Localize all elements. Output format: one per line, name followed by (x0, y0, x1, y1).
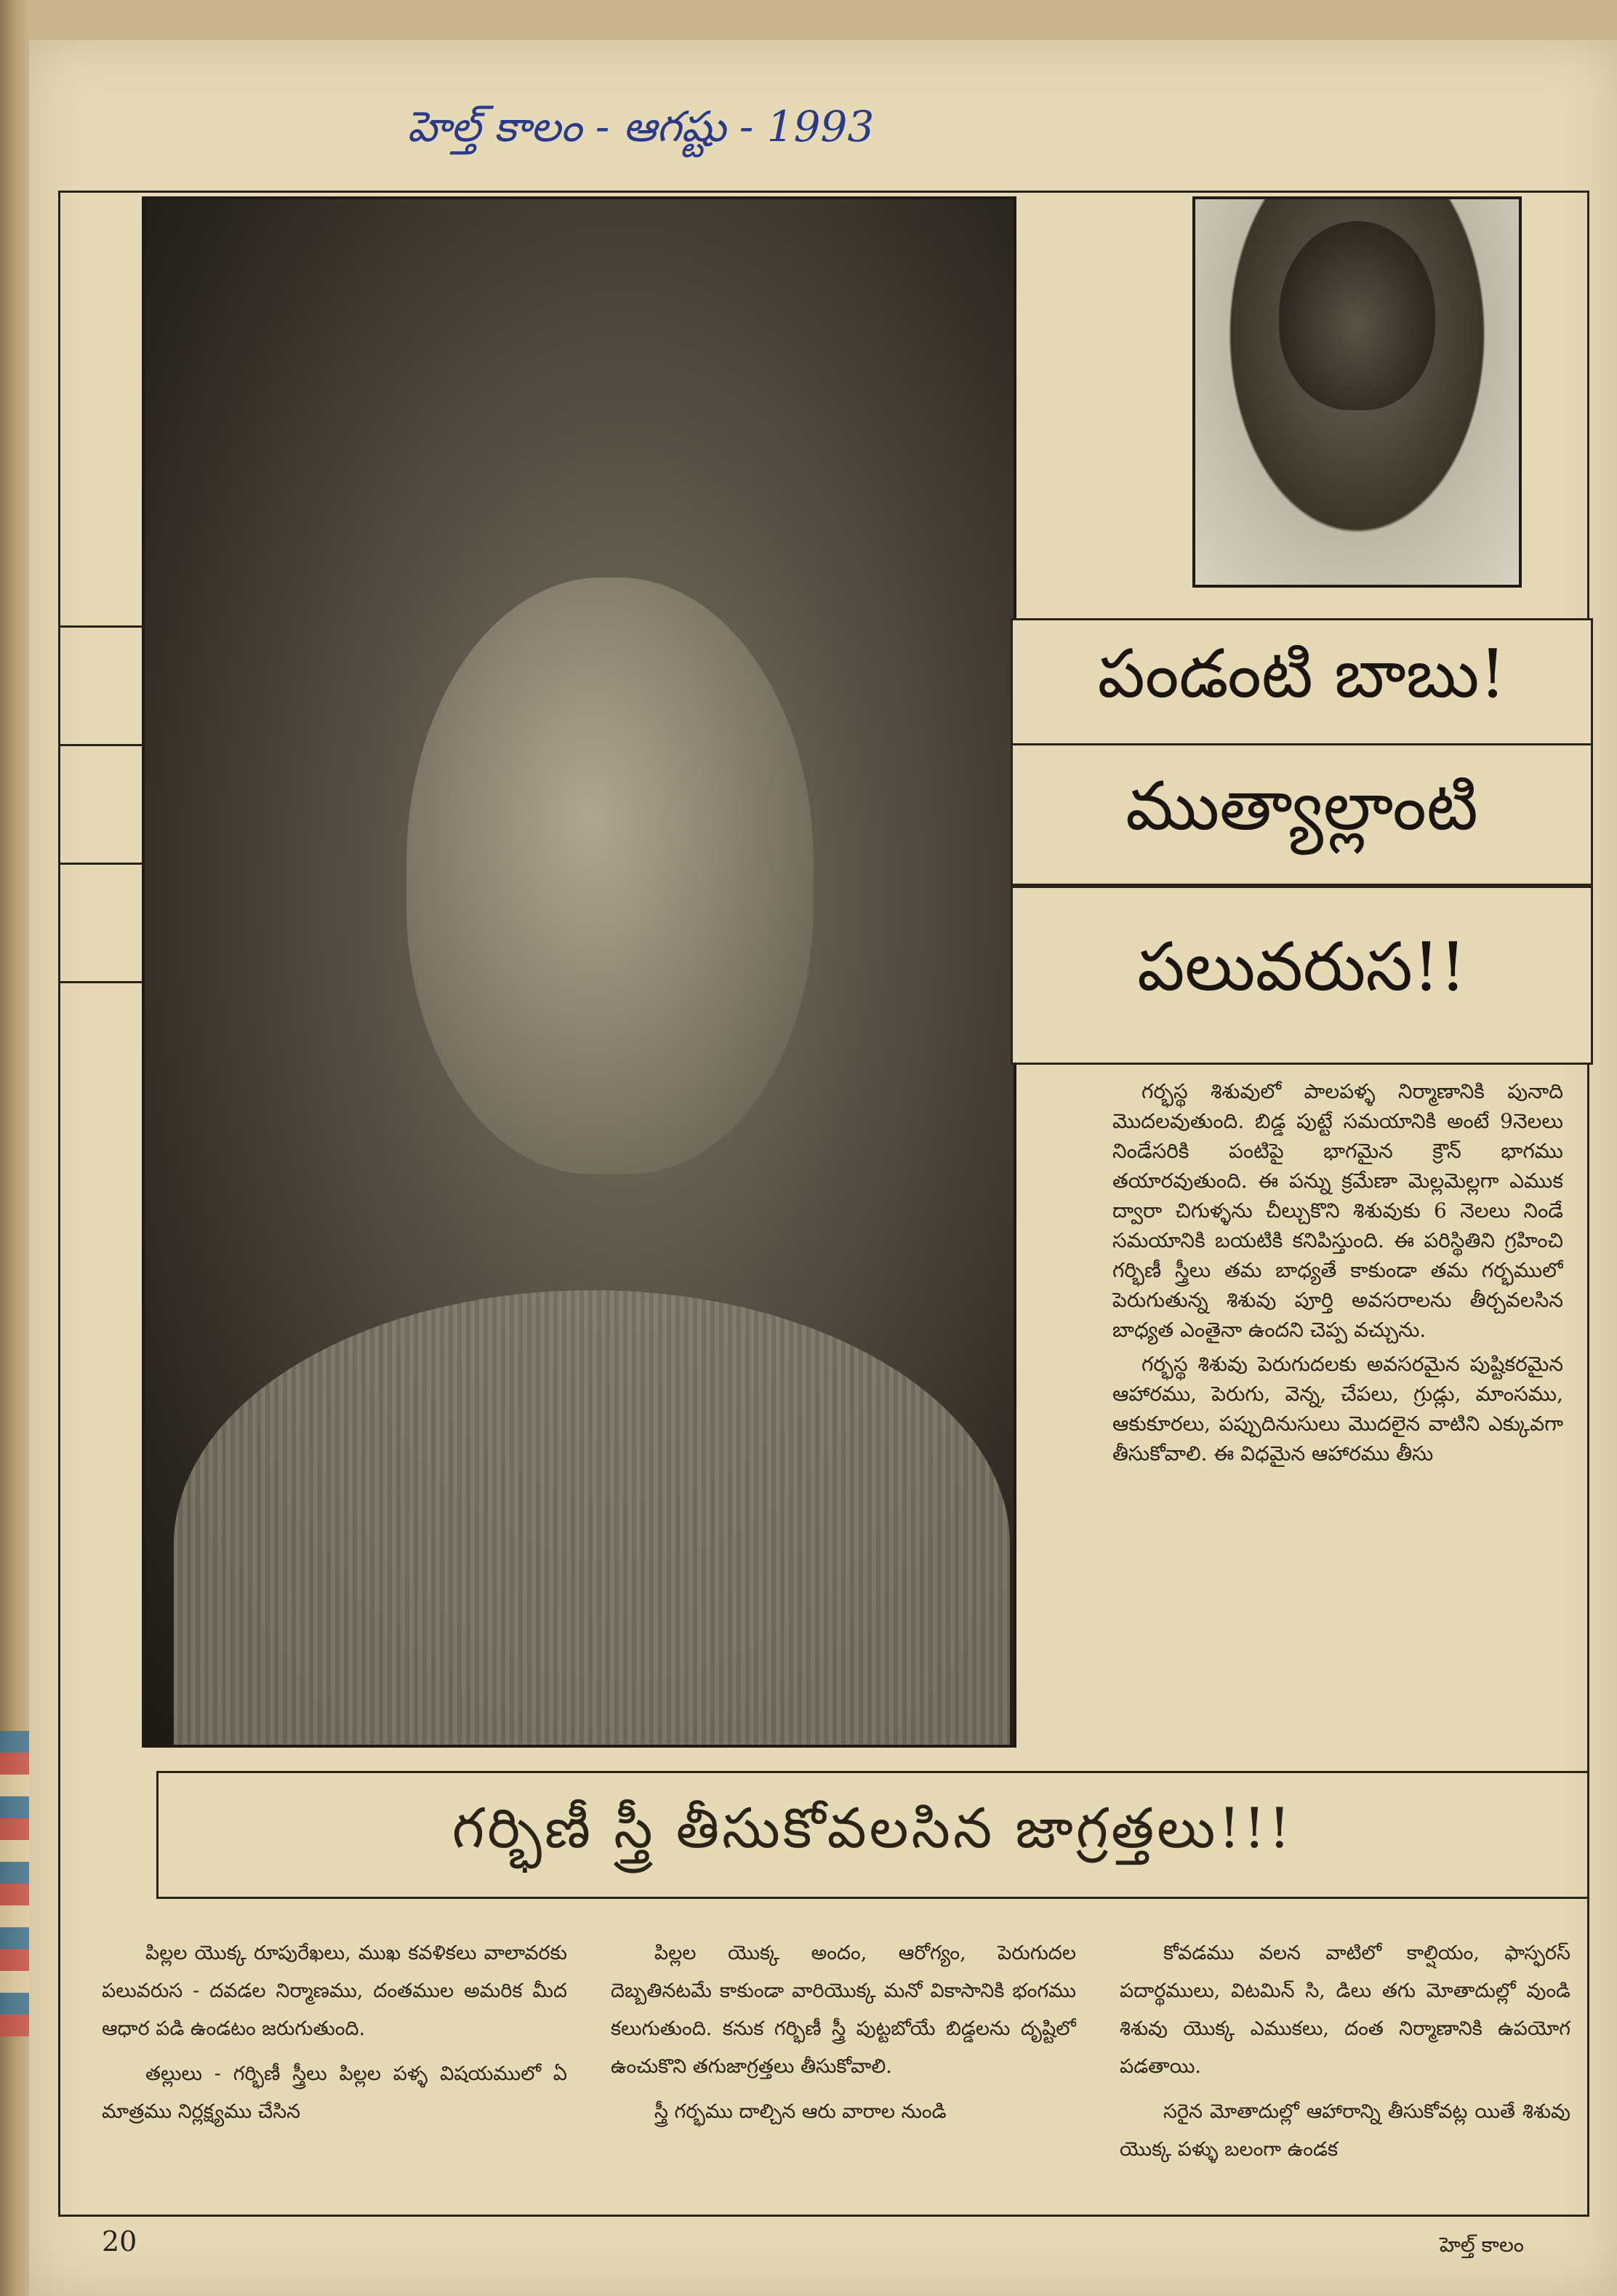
page-number: 20 (102, 2225, 137, 2257)
adjacent-page-edge (0, 1731, 29, 2036)
body-paragraph: తల్లులు - గర్భిణీ స్త్రీలు పిల్లల పళ్ళ విషయములో ఏ మాత్రము నిర్లక్ష్యము చేసిన (102, 2063, 567, 2123)
body-column-2 (611, 1935, 1076, 2204)
section-subhead: గర్భిణీ స్త్రీ తీసుకోవలసిన జాగ్రత్తలు!!! (156, 1771, 1589, 1899)
body-paragraph: సరైన మోతాదుల్లో ఆహారాన్ని తీసుకోవట్ల యితే శిశువు యొక్క పళ్ళు బలంగా ఉండక (1120, 2100, 1570, 2161)
left-margin-rules (58, 625, 142, 1100)
intro-paragraph-1: గర్భస్థ శిశువులో పాలపళ్ళ నిర్మాణానికి పునాది మొదలవుతుంది. బిడ్డ పుట్టే సమయానికి అంటే 9నెలలు నిండేసరికి పంటిపై భాగమైన క్రౌన్ భాగము తయారవుతుంది. ఈ పన్ను క్రమేణా మెల్లమెల్లగా ఎముక ద్వారా చిగుళ్ళను చీల్చుకొని శిశువుకు 6 నెలలు నిండే సమయానికి బయటికి కనిపిస్తుంది. ఈ పరిస్థితిని గ్రహించి గర్భిణీ స్త్రీలు తమ బాధ్యతే కాకుండా తమ గర్భములో పెరుగుతున్న శిశువు పూర్తి అవసరాలను తీర్చవలసిన బాధ్యత ఎంతైనా ఉందని చెప్ప వచ్చును. (1112, 1079, 1563, 1342)
photo-head (1279, 221, 1435, 410)
photo-sweater (174, 1290, 1010, 1748)
body-paragraph: పిల్లల యొక్క రూపురేఖలు, ముఖ కవళికలు వాలావరకు పలువరుస - దవడల నిర్మాణము, దంతముల అమరిక మీద ఆధార పడి ఉండటం జరుగుతుంది. (102, 1942, 567, 2040)
body-column-3 (1120, 1935, 1570, 2204)
handwritten-note: హెల్త్ కాలం - ఆగష్టు - 1993 (407, 102, 875, 151)
body-paragraph: కోవడము వలన వాటిలో కాల్షియం, ఫాస్ఫరస్ పదార్థములు, విటమిన్ సి, డిలు తగు మోతాదుల్లో వుండి శిశువు యొక్క ఎముకలు, దంత నిర్మాణానికి ఉపయోగ పడతాయి. (1120, 1942, 1570, 2078)
title-line-3: పలువరుస!! (1011, 886, 1593, 1065)
body-paragraph: స్త్రీ గర్భము దాల్చిన ఆరు వారాల నుండి (654, 2100, 947, 2123)
body-column-1 (102, 1935, 567, 2204)
photo-face (406, 577, 814, 1174)
title-line-2: ముత్యాల్లాంటి (1011, 743, 1593, 886)
author-portrait-photo (1192, 196, 1522, 588)
title-line-1: పండంటి బాబు! (1011, 618, 1593, 746)
section-footer-label: హెల్త్ కాలం (1440, 2233, 1525, 2257)
intro-paragraph-2: గర్భస్థ శిశువు పెరుగుదలకు అవసరమైన పుష్టికరమైన ఆహారము, పెరుగు, వెన్న, చేపలు, గ్రుడ్లు, మాంసము, ఆకుకూరలు, పప్పుదినుసులు మొదలైన వాటిని ఎక్కువగా తీసుకోవాలి. ఈ విధమైన ఆహారము తీసు (1112, 1352, 1563, 1465)
body-paragraph: పిల్లల యొక్క అందం, ఆరోగ్యం, పెరుగుదల దెబ్బతినటమే కాకుండా వారియొక్క మనో వికాసానికి భంగము కలుగుతుంది. కనుక గర్భిణీ స్త్రీ పుట్టబోయే బిడ్డలను దృష్టిలో ఉంచుకొని తగుజాగ్రత్తలు తీసుకోవాలి. (611, 1942, 1076, 2078)
intro-column (1112, 1076, 1563, 1745)
child-portrait-photo (142, 196, 1016, 1748)
